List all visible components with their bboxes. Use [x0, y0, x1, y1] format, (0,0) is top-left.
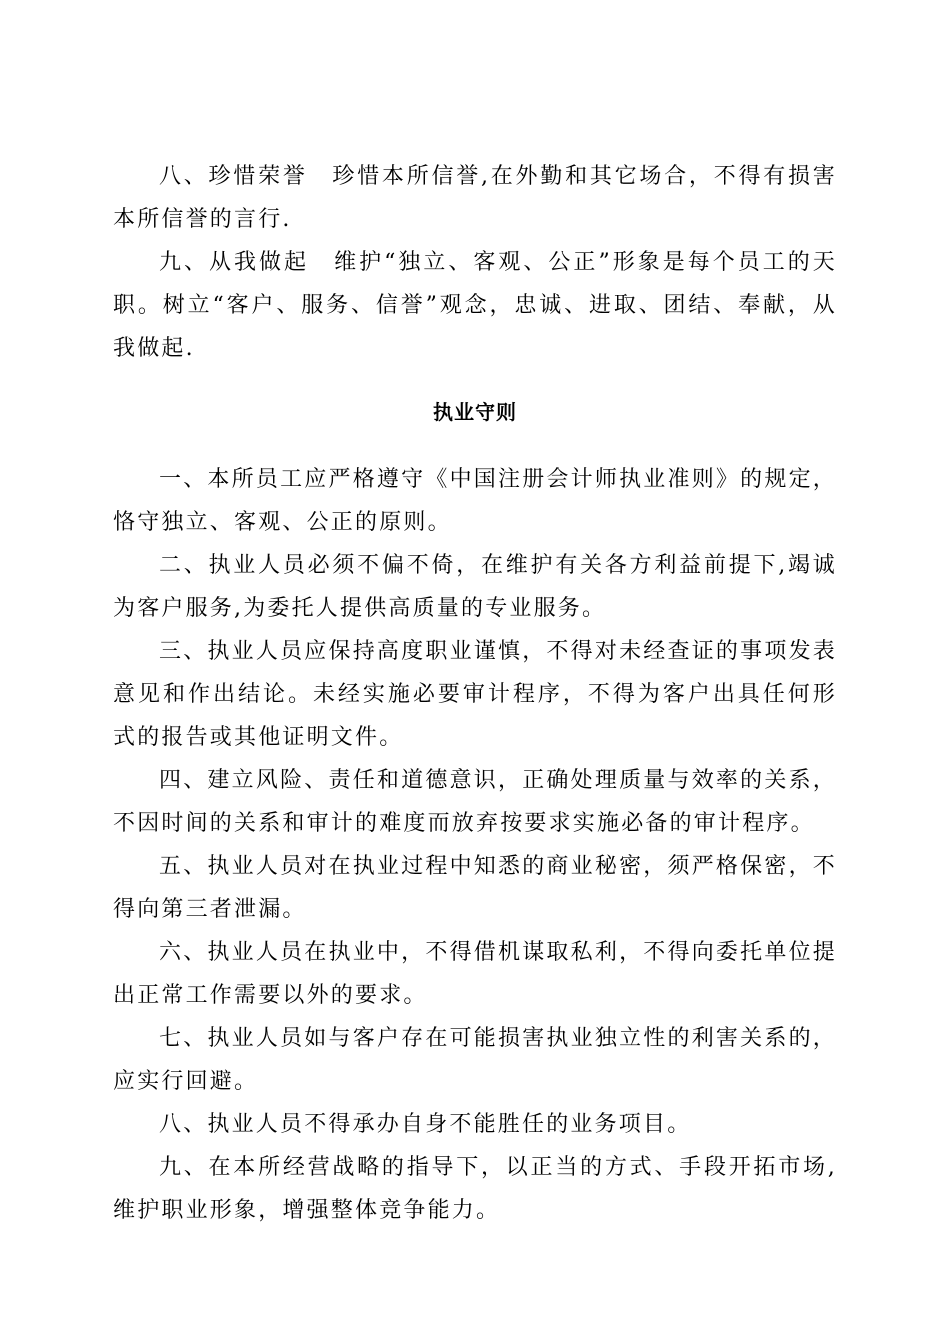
rule-6: 六、执业人员在执业中，不得借机谋取私利，不得向委托单位提出正常工作需要以外的要求。: [113, 940, 837, 1008]
rule-4: 四、建立风险、责任和道德意识，正确处理质量与效率的关系，不因时间的关系和审计的难度而放弃按要求实施必备的审计程序。: [113, 768, 837, 836]
paragraph-start-with-me: 九、从我做起 维护“独立、客观、公正”形象是每个员工的天职。树立“客户、服务、信誉”观念，忠诚、进取、团结、奉献，从我做起.: [113, 250, 837, 361]
rule-9: 九、在本所经营战略的指导下，以正当的方式、手段开拓市场,维护职业形象，增强整体竞争能力。: [113, 1155, 837, 1223]
document-page: [113, 155, 837, 1232]
rule-3: 三、执业人员应保持高度职业谨慎，不得对未经查证的事项发表意见和作出结论。未经实施必要审计程序，不得为客户出具任何形式的报告或其他证明文件。: [113, 639, 837, 750]
rule-7: 七、执业人员如与客户存在可能损害执业独立性的利害关系的，应实行回避。: [113, 1026, 837, 1094]
section-title: 执业守则: [433, 400, 517, 424]
rule-2: 二、执业人员必须不偏不倚，在维护有关各方利益前提下,竭诚为客户服务,为委托人提供高质量的专业服务。: [113, 553, 837, 621]
paragraph-honor: 八、珍惜荣誉 珍惜本所信誉,在外勤和其它场合，不得有损害本所信誉的言行.: [113, 164, 837, 232]
rule-8: 八、执业人员不得承办自身不能胜任的业务项目。: [159, 1112, 692, 1137]
rule-1: 一、本所员工应严格遵守《中国注册会计师执业准则》的规定，恪守独立、客观、公正的原则。: [113, 467, 837, 535]
rule-5: 五、执业人员对在执业过程中知悉的商业秘密，须严格保密，不得向第三者泄漏。: [113, 854, 837, 922]
